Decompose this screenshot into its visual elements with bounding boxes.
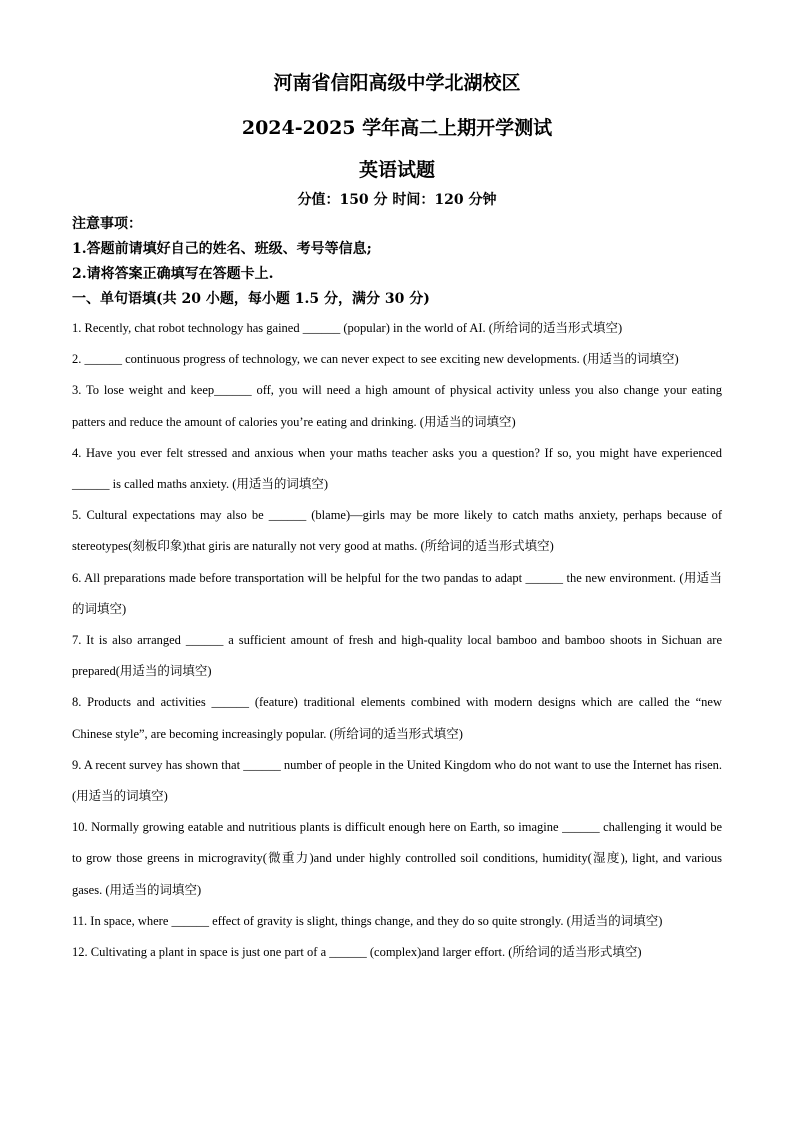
question-item: 2. ______ continuous progress of technology, we can never expect to see exciting new developments. (用适当的词填空)	[72, 352, 679, 367]
subject-title: 英语试题	[358, 159, 435, 181]
question-item: 4. Have you ever felt stressed and anxious when your maths teacher asks you a question? If so, you might have experienced ______ is called maths anxiety. (用适当的词填空)	[72, 445, 722, 492]
question-list	[72, 313, 722, 968]
question-item: 8. Products and activities ______ (feature) traditional elements combined with modern designs which are called the “new Chinese style”, are becoming increasingly popular. (所给词的适当形式填空)	[72, 695, 722, 741]
question-item: 3. To lose weight and keep______ off, you will need a high amount of physical activity unless you also change your eating patters and reduce the amount of calories you’re eating and drinking. (用适当的词填空)	[72, 383, 722, 429]
question-item: 11. In space, where ______ effect of gravity is slight, things change, and they do so quite strongly. (用适当的词填空)	[72, 913, 663, 928]
notes-title: 注意事项：	[72, 216, 142, 232]
school-title: 河南省信阳高级中学北湖校区	[273, 72, 521, 94]
notes-item: 1.答题前请填好自己的姓名、班级、考号等信息;	[72, 241, 372, 257]
notes-item: 2.请将答案正确填写在答题卡上.	[72, 266, 274, 282]
question-item: 1. Recently, chat robot technology has gained ______ (popular) in the world of AI. (所给词的适当形式填空)	[72, 321, 623, 335]
question-item: 5. Cultural expectations may also be ______ (blame)—girls may be more likely to catch maths anxiety, perhaps because of stereotypes(刻板印象)that giris are naturally not very good at maths. (所给词的适当形式填空)	[72, 508, 722, 554]
exam-title: 2024-2025 学年高二上期开学测试	[241, 117, 553, 139]
score-time-line: 分值：150 分 时间：120 分钟	[297, 192, 497, 208]
section-title: 一、单句语填(共 20 小题，每小题 1.5 分，满分 30 分)	[72, 291, 430, 307]
question-item: 12. Cultivating a plant in space is just one part of a ______ (complex)and larger effort. (所给词的适当形式填空)	[72, 945, 642, 960]
question-item: 10. Normally growing eatable and nutritious plants is difficult enough here on Earth, so imagine ______ challenging it would be to grow those greens in microgravity(微重力)and under highly controlled soil conditions, humidity(湿度), light, and various gases. (用适当的词填空)	[72, 820, 722, 897]
question-item: 7. It is also arranged ______ a sufficient amount of fresh and high-quality local bamboo and bamboo shoots in Sichuan are prepared(用适当的词填空)	[72, 633, 722, 679]
question-item: 9. A recent survey has shown that ______ number of people in the United Kingdom who do not want to use the Internet has risen. (用适当的词填空)	[72, 757, 722, 804]
question-item: 6. All preparations made before transportation will be helpful for the two pandas to adapt ______ the new environment. (用适当的词填空)	[72, 570, 722, 616]
